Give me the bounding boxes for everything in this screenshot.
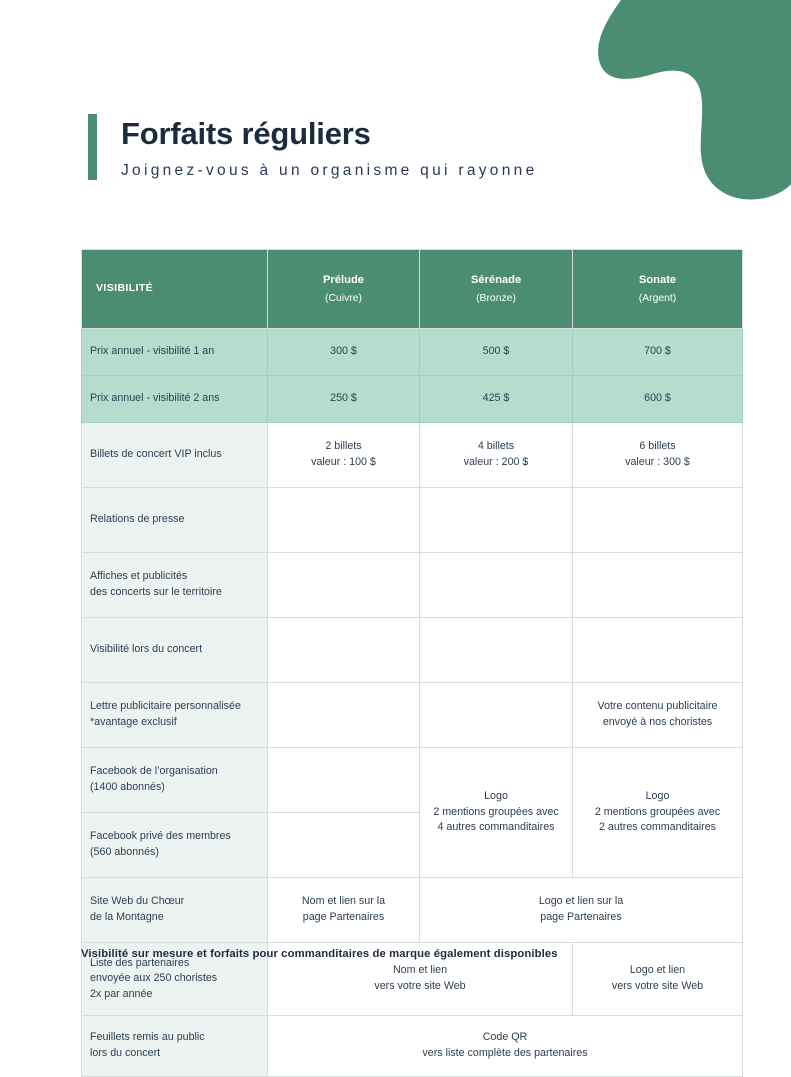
column-header-sonate (573, 250, 743, 329)
cell-relations-presse-prelude (268, 488, 420, 553)
cell-billets-serenade (420, 423, 573, 488)
table-row (82, 878, 743, 943)
header-text-group (121, 114, 538, 180)
cell-prix-1-an-prelude: 300 $ (268, 329, 420, 376)
label-line: 2x par année (90, 987, 153, 1000)
cell-visibilite-concert-prelude (268, 618, 420, 683)
cell-line: Logo (645, 790, 670, 803)
cell-feuillets-all-tiers-merged (268, 1016, 743, 1077)
cell-prix-1-an-sonate: 700 $ (573, 329, 743, 376)
label-line: Affiches et publicités (90, 570, 188, 583)
cell-lettre-serenade (420, 683, 573, 748)
tier-name-prelude: Prélude (322, 273, 365, 286)
table-header (82, 250, 743, 329)
cell-prix-2-ans-prelude: 250 $ (268, 376, 420, 423)
cell-affiches-sonate (573, 553, 743, 618)
green-organic-blob-path (598, 0, 791, 200)
label-line: Facebook de l’organisation (90, 765, 218, 778)
row-label-site-web (82, 878, 268, 943)
cell-facebook-organisation-prelude (268, 748, 420, 813)
label-line: (560 abonnés) (90, 846, 159, 858)
tier-metal-serenade: (Bronze) (476, 293, 516, 305)
cell-facebook-sonate-merged (573, 748, 743, 878)
cell-line: valeur : 200 $ (463, 456, 529, 468)
column-header-visibilite: VISIBILITÉ (82, 250, 268, 329)
cell-line: 2 mentions groupées avec (433, 805, 559, 818)
cell-billets-sonate (573, 423, 743, 488)
row-label-lettre-publicitaire (82, 683, 268, 748)
cell-relations-presse-sonate (573, 488, 743, 553)
label-line: envoyée aux 250 choristes (90, 972, 218, 985)
row-label-billets-vip: Billets de concert VIP inclus (82, 423, 268, 488)
row-label-facebook-organisation (82, 748, 268, 813)
cell-visibilite-concert-serenade (420, 618, 573, 683)
cell-facebook-serenade-merged (420, 748, 573, 878)
cell-lettre-sonate (573, 683, 743, 748)
cell-prix-2-ans-sonate: 600 $ (573, 376, 743, 423)
cell-billets-prelude (268, 423, 420, 488)
cell-line: 4 billets (477, 440, 515, 453)
label-line: Lettre publicitaire personnalisée (90, 700, 241, 713)
cell-visibilite-concert-sonate (573, 618, 743, 683)
tier-name-serenade: Sérénade (470, 273, 522, 286)
table-row (82, 423, 743, 488)
cell-line: vers liste complète des partenaires (422, 1047, 588, 1059)
label-line: Site Web du Chœur (90, 895, 185, 908)
label-line: *avantage exclusif (90, 716, 177, 728)
row-label-prix-2-ans: Prix annuel - visibilité 2 ans (82, 376, 268, 423)
cell-line: Logo et lien (629, 964, 686, 977)
page-subtitle: Joignez-vous à un organisme qui rayonne (121, 161, 538, 179)
row-label-affiches-publicites (82, 553, 268, 618)
cell-line: 2 mentions groupées avec (594, 805, 721, 818)
table-row (82, 1016, 743, 1077)
table-row (82, 683, 743, 748)
row-label-feuillets (82, 1016, 268, 1077)
label-line: des concerts sur le territoire (90, 586, 222, 598)
cell-facebook-prive-prelude (268, 813, 420, 878)
page-title: Forfaits réguliers (121, 116, 371, 151)
cell-site-web-prelude (268, 878, 420, 943)
table-row (82, 748, 743, 813)
row-label-prix-1-an: Prix annuel - visibilité 1 an (82, 329, 268, 376)
cell-line: 2 billets (325, 440, 362, 453)
cell-line: page Partenaires (540, 911, 622, 923)
cell-prix-1-an-serenade: 500 $ (420, 329, 573, 376)
cell-line: vers votre site Web (374, 980, 466, 992)
cell-prix-2-ans-serenade: 425 $ (420, 376, 573, 423)
row-label-relations-presse: Relations de presse (82, 488, 268, 553)
label-line: de la Montagne (90, 911, 164, 923)
tier-metal-prelude: (Cuivre) (325, 293, 362, 305)
label-line: Liste des partenaires (90, 956, 190, 969)
table-row (82, 618, 743, 683)
table-row (82, 376, 743, 423)
cell-site-web-serenade-sonate-merged (420, 878, 743, 943)
cell-line: 4 autres commanditaires (437, 821, 555, 834)
cell-line: envoyé à nos choristes (602, 716, 713, 728)
cell-line: valeur : 300 $ (625, 456, 690, 468)
cell-affiches-prelude (268, 553, 420, 618)
cell-line: Logo et lien sur la (538, 895, 624, 908)
page-header (88, 114, 538, 180)
cell-liste-sonate (573, 943, 743, 1016)
cell-lettre-prelude (268, 683, 420, 748)
cell-line: vers votre site Web (611, 980, 704, 992)
cell-line: page Partenaires (302, 911, 385, 923)
cell-line: valeur : 100 $ (311, 456, 376, 468)
table-header-row (82, 250, 743, 329)
tier-name-sonate: Sonate (638, 273, 677, 286)
column-header-prelude (268, 250, 420, 329)
cell-line: 2 autres commanditaires (598, 821, 717, 834)
cell-relations-presse-serenade (420, 488, 573, 553)
column-header-serenade (420, 250, 573, 329)
cell-line: Votre contenu publicitaire (597, 700, 718, 713)
decorative-blob (561, 0, 791, 215)
row-label-visibilite-concert: Visibilité lors du concert (82, 618, 268, 683)
label-line: Facebook privé des membres (90, 830, 231, 843)
row-label-facebook-prive (82, 813, 268, 878)
cell-line: Nom et lien sur la (301, 895, 386, 908)
table-row (82, 488, 743, 553)
cell-affiches-serenade (420, 553, 573, 618)
cell-line: Code QR (482, 1031, 528, 1044)
table-row (82, 329, 743, 376)
label-line: (1400 abonnés) (90, 781, 165, 793)
footer-note: Visibilité sur mesure et forfaits pour commanditaires de marque également disponibles (81, 948, 558, 960)
title-accent-bar (88, 114, 97, 180)
label-line: Feuillets remis au public (90, 1031, 205, 1044)
cell-line: 6 billets (639, 440, 676, 453)
table-row (82, 553, 743, 618)
tier-metal-sonate: (Argent) (638, 293, 677, 305)
cell-line: Logo (484, 790, 508, 803)
cell-line: Nom et lien (392, 964, 448, 977)
label-line: lors du concert (90, 1047, 161, 1059)
table-body (82, 329, 743, 1077)
